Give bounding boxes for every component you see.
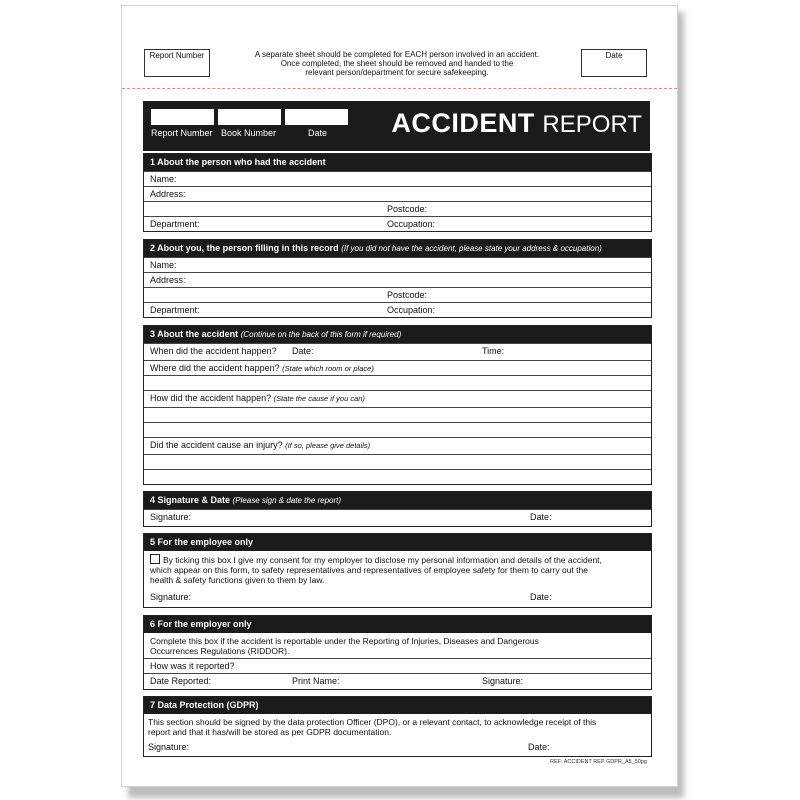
gdpr-block xyxy=(144,714,651,739)
how-hint: (State the cause if you can) xyxy=(273,394,365,403)
section-4-heading xyxy=(144,492,651,509)
date-label: Date: xyxy=(292,346,314,356)
top-date-box[interactable] xyxy=(581,49,647,77)
gdpr-text: report and that it has/will be stored as per GDPR documentation. xyxy=(148,727,392,737)
occupation-label: Occupation: xyxy=(387,305,436,315)
heading-hint: (If you did not have the accident, please state your address & occupation) xyxy=(341,244,602,253)
section-4-signature xyxy=(143,491,652,527)
field-label: Postcode: xyxy=(387,290,428,300)
section-6-heading: 6 For the employer only xyxy=(144,616,651,633)
consent-checkbox[interactable] xyxy=(150,554,160,564)
report-number-caption: Report Number xyxy=(151,128,213,138)
injury-hint: (If so, please give details) xyxy=(285,441,371,450)
instruction-line: Once completed, the sheet should be removed and handed to the xyxy=(280,59,514,68)
report-number-label: Report Number xyxy=(149,51,205,60)
section-3-accident xyxy=(143,325,652,485)
gdpr-text: This section should be signed by the data protection Officer (DPO), or a relevant contact, to acknowledge receipt of this xyxy=(148,717,597,727)
blank-line[interactable] xyxy=(144,422,651,437)
date-reported-label: Date Reported: xyxy=(150,676,212,686)
field-label: Name: xyxy=(150,260,177,270)
injury-label: Did the accident cause an injury? xyxy=(150,440,283,450)
how-label: How did the accident happen? xyxy=(150,393,272,403)
print-name-label: Print Name: xyxy=(292,676,340,686)
date-label: Date: xyxy=(530,592,552,602)
section-2-heading xyxy=(144,240,651,257)
section-2-reporter xyxy=(143,239,652,318)
field-label: Postcode: xyxy=(387,204,428,214)
blank-line[interactable] xyxy=(144,407,651,422)
reported-details-row[interactable] xyxy=(144,673,651,689)
department-label: Department: xyxy=(150,219,200,229)
report-header xyxy=(143,101,650,151)
signature-label: Signature: xyxy=(150,592,192,602)
instruction-line: A separate sheet should be completed for EACH person involved in an accident. xyxy=(254,50,540,59)
section-5-heading: 5 For the employee only xyxy=(144,534,651,551)
field-label: Name: xyxy=(150,174,177,184)
section-5-employee xyxy=(143,533,652,608)
date-label: Date: xyxy=(528,742,550,752)
accident-report-form xyxy=(121,5,678,787)
how-reported-label: How was it reported? xyxy=(150,661,235,671)
how-row[interactable] xyxy=(144,390,651,407)
blank-line[interactable] xyxy=(144,375,651,390)
signature-label: Signature: xyxy=(150,512,192,522)
heading-text: 2 About you, the person filling in this record xyxy=(150,243,339,253)
how-reported-row[interactable] xyxy=(144,658,651,673)
top-date-label: Date xyxy=(605,51,623,60)
occupation-label: Occupation: xyxy=(387,219,436,229)
heading-text: 3 About the accident xyxy=(150,329,239,339)
signature-date-row[interactable] xyxy=(144,739,651,756)
field-label: Address: xyxy=(150,275,186,285)
section-7-heading: 7 Data Protection (GDPR) xyxy=(144,697,651,714)
address-field[interactable] xyxy=(144,272,651,287)
blank-line[interactable] xyxy=(144,454,651,469)
title-light: REPORT xyxy=(542,111,642,138)
address-field[interactable] xyxy=(144,186,651,201)
name-field[interactable] xyxy=(144,171,651,186)
section-1-person xyxy=(143,153,652,232)
header-date-field[interactable] xyxy=(285,109,348,125)
riddor-text: Occurrences Regulations (RIDDOR). xyxy=(150,646,290,656)
consent-text: health & safety functions given to them by law. xyxy=(150,575,325,585)
section-6-employer xyxy=(143,615,652,690)
blank-line[interactable] xyxy=(144,469,651,484)
when-label: When did the accident happen? xyxy=(150,346,277,356)
instruction-line: relevant person/department for secure safekeeping. xyxy=(305,68,489,77)
perforation-line xyxy=(122,88,677,89)
department-occupation-row[interactable] xyxy=(144,216,651,231)
heading-text: 4 Signature & Date xyxy=(150,495,231,505)
book-number-caption: Book Number xyxy=(221,128,277,138)
date-caption: Date xyxy=(308,128,328,138)
injury-row[interactable] xyxy=(144,437,651,454)
section-7-gdpr xyxy=(143,696,652,757)
book-number-field[interactable] xyxy=(218,109,281,125)
name-field[interactable] xyxy=(144,257,651,272)
riddor-block xyxy=(144,633,651,658)
report-number-field[interactable] xyxy=(151,109,214,125)
department-occupation-row[interactable] xyxy=(144,302,651,317)
date-label: Date: xyxy=(530,512,552,522)
where-label: Where did the accident happen? xyxy=(150,363,280,373)
time-label: Time: xyxy=(482,346,505,356)
signature-label: Signature: xyxy=(148,742,190,752)
consent-text: which appear on this form, to safety representatives and representatives of employee safety for them to carry out the xyxy=(150,565,588,575)
signature-date-row[interactable] xyxy=(144,509,651,526)
heading-hint: (Please sign & date the report) xyxy=(232,496,342,505)
section-1-heading: 1 About the person who had the accident xyxy=(144,154,651,171)
consent-text: By ticking this box I give my consent for my employer to disclose my personal information and details of the accident, xyxy=(163,555,602,565)
when-row[interactable] xyxy=(144,343,651,360)
postcode-field[interactable] xyxy=(144,287,651,302)
where-row[interactable] xyxy=(144,360,651,375)
title-bold: ACCIDENT xyxy=(391,108,535,138)
department-label: Department: xyxy=(150,305,200,315)
report-number-box[interactable] xyxy=(144,49,210,77)
where-hint: (State which room or place) xyxy=(282,364,374,373)
riddor-text: Complete this box if the accident is reportable under the Reporting of Injuries, Diseases and Dangerous xyxy=(150,636,539,646)
consent-block xyxy=(144,551,651,587)
signature-date-row[interactable] xyxy=(144,587,651,607)
section-3-heading xyxy=(144,326,651,343)
top-instructions xyxy=(232,50,562,77)
heading-hint: (Continue on the back of this form if required) xyxy=(240,330,402,339)
signature-label: Signature: xyxy=(482,676,524,686)
form-reference: REF: ACCIDENT REP GDPR_A5_50pg xyxy=(549,759,647,765)
field-label: Address: xyxy=(150,189,186,199)
page-title xyxy=(391,108,642,139)
postcode-field[interactable] xyxy=(144,201,651,216)
